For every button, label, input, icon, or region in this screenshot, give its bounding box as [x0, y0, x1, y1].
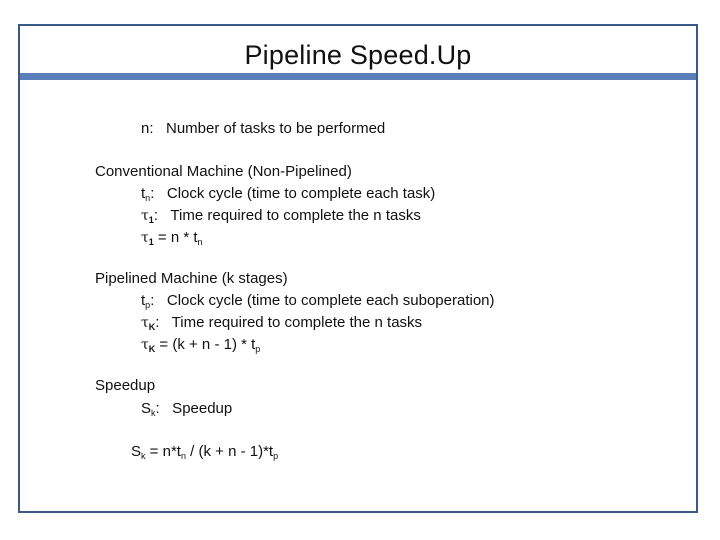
tau1-subscript: 1 — [148, 215, 154, 225]
formula-mid-subscript: n — [180, 451, 186, 461]
tauk-definition-text: : Time required to complete the n tasks — [155, 314, 423, 331]
speedup-formula — [131, 443, 278, 461]
tauk-symbol: τ — [141, 315, 149, 331]
tau1-eq-subscript: 1 — [148, 237, 154, 247]
tauk-subscript: K — [148, 322, 156, 332]
tn-definition-text: : Clock cycle (time to complete each task) — [150, 185, 436, 202]
title-rule — [20, 73, 696, 80]
sk-definition-text: : Speedup — [155, 400, 233, 417]
tn-definition — [141, 185, 435, 203]
tauk-definition — [141, 314, 422, 332]
tau1-eq-symbol: τ — [141, 230, 149, 246]
n-definition — [141, 120, 385, 138]
slide-title: Pipeline Speed.Up — [244, 40, 472, 70]
tn-symbol: t — [141, 185, 146, 202]
sk-definition — [141, 400, 232, 418]
tau1-eq-rhs: = n * t — [153, 229, 198, 246]
tauk-eq-rhs-subscript: p — [255, 344, 261, 354]
formula-end-subscript: p — [273, 451, 279, 461]
tauk-eq-rhs: = (k + n - 1) * t — [155, 336, 256, 353]
tau1-symbol: τ — [141, 208, 149, 224]
tauk-eq-subscript: K — [148, 344, 156, 354]
tp-subscript: p — [145, 300, 151, 310]
formula-rest: / (k + n - 1)*t — [185, 443, 274, 460]
speedup-heading: Speedup — [95, 377, 156, 394]
formula-s-subscript: k — [141, 451, 146, 461]
tp-symbol: t — [141, 292, 146, 309]
tau1-eq-rhs-subscript: n — [197, 237, 203, 247]
formula-s-symbol: S — [131, 443, 142, 460]
tau1-equation — [141, 229, 203, 247]
formula-mid: = n*t — [145, 443, 181, 460]
sk-subscript: k — [151, 408, 156, 418]
n-definition-text: n: Number of tasks to be performed — [141, 120, 386, 137]
slide-frame — [18, 24, 698, 513]
tau1-definition — [141, 207, 421, 225]
tn-subscript: n — [145, 193, 151, 203]
sk-symbol: S — [141, 400, 152, 417]
conventional-heading: Conventional Machine (Non-Pipelined) — [95, 163, 352, 180]
tp-definition — [141, 292, 495, 310]
pipelined-heading: Pipelined Machine (k stages) — [95, 270, 288, 287]
tauk-eq-symbol: τ — [141, 337, 149, 353]
tauk-equation — [141, 336, 260, 354]
tp-definition-text: : Clock cycle (time to complete each suboperation) — [150, 292, 495, 309]
tau1-definition-text: : Time required to complete the n tasks — [153, 207, 421, 224]
